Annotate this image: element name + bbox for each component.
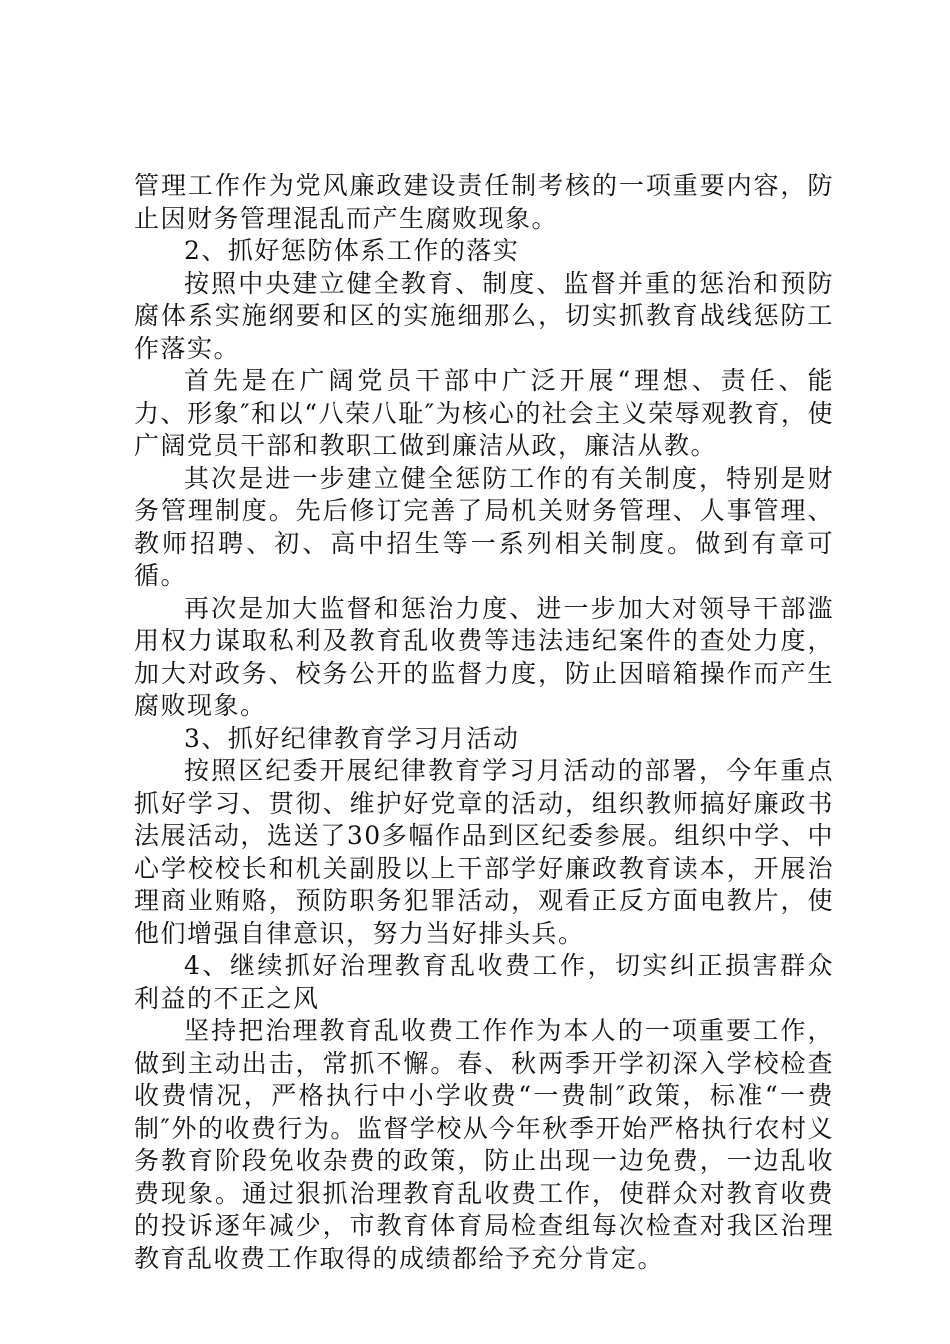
paragraph: 按照区纪委开展纪律教育学习月活动的部署，今年重点抓好学习、贯彻、维护好党章的活动，组织教师搞好廉政书法展活动，选送了30多幅作品到区纪委参展。组织中学、中心学校校长和机关副股以上干部学好廉政教育读本，开展治理商业贿赂，预防职务犯罪活动，观看正反方面电教片，使他们增强自律意识，努力当好排头兵。 [134,756,834,948]
document-body [134,170,834,1275]
paragraph: 其次是进一步建立健全惩防工作的有关制度，特别是财务管理制度。先后修订完善了局机关财务管理、人事管理、教师招聘、初、高中招生等一系列相关制度。做到有章可循。 [134,463,834,590]
paragraph: 首先是在广阔党员干部中广泛开展“理想、责任、能力、形象″和以“八荣八耻″为核心的社会主义荣辱观教育，使广阔党员干部和教职工做到廉洁从政，廉洁从教。 [134,366,834,460]
section-heading-3: 3、抓好纪律教育学习月活动 [184,723,520,753]
section-heading-2: 2、抓好惩防体系工作的落实 [184,236,520,265]
paragraph-continuation: 管理工作作为党风廉政建设责任制考核的一项重要内容，防止因财务管理混乱而产生腐败现象。 [134,171,834,233]
section-heading-4: 4、继续抓好治理教育乱收费工作，切实纠正损害群众利益的不正之风 [134,951,834,1013]
paragraph: 按照中央建立健全教育、制度、监督并重的惩治和预防腐体系实施纲要和区的实施细那么，切实抓教育战线惩防工作落实。 [134,268,834,363]
paragraph: 坚持把治理教育乱收费工作作为本人的一项重要工作，做到主动出击，常抓不懈。春、秋两季开学初深入学校检查收费情况，严格执行中小学收费“一费制″政策，标准“一费制″外的收费行为。监督学校从今年秋季开始严格执行农村义务教育阶段免收杂费的政策，防止出现一边免费，一边乱收费现象。通过狠抓治理教育乱收费工作，使群众对教育收费的投诉逐年减少，市教育体育局检查组每次检查对我区治理教育乱收费工作取得的成绩都给予充分肯定。 [134,1016,834,1273]
paragraph: 再次是加大监督和惩治力度、进一步加大对领导干部滥用权力谋取私利及教育乱收费等违法违纪案件的查处力度，加大对政务、校务公开的监督力度，防止因暗箱操作而产生腐败现象。 [134,593,834,720]
